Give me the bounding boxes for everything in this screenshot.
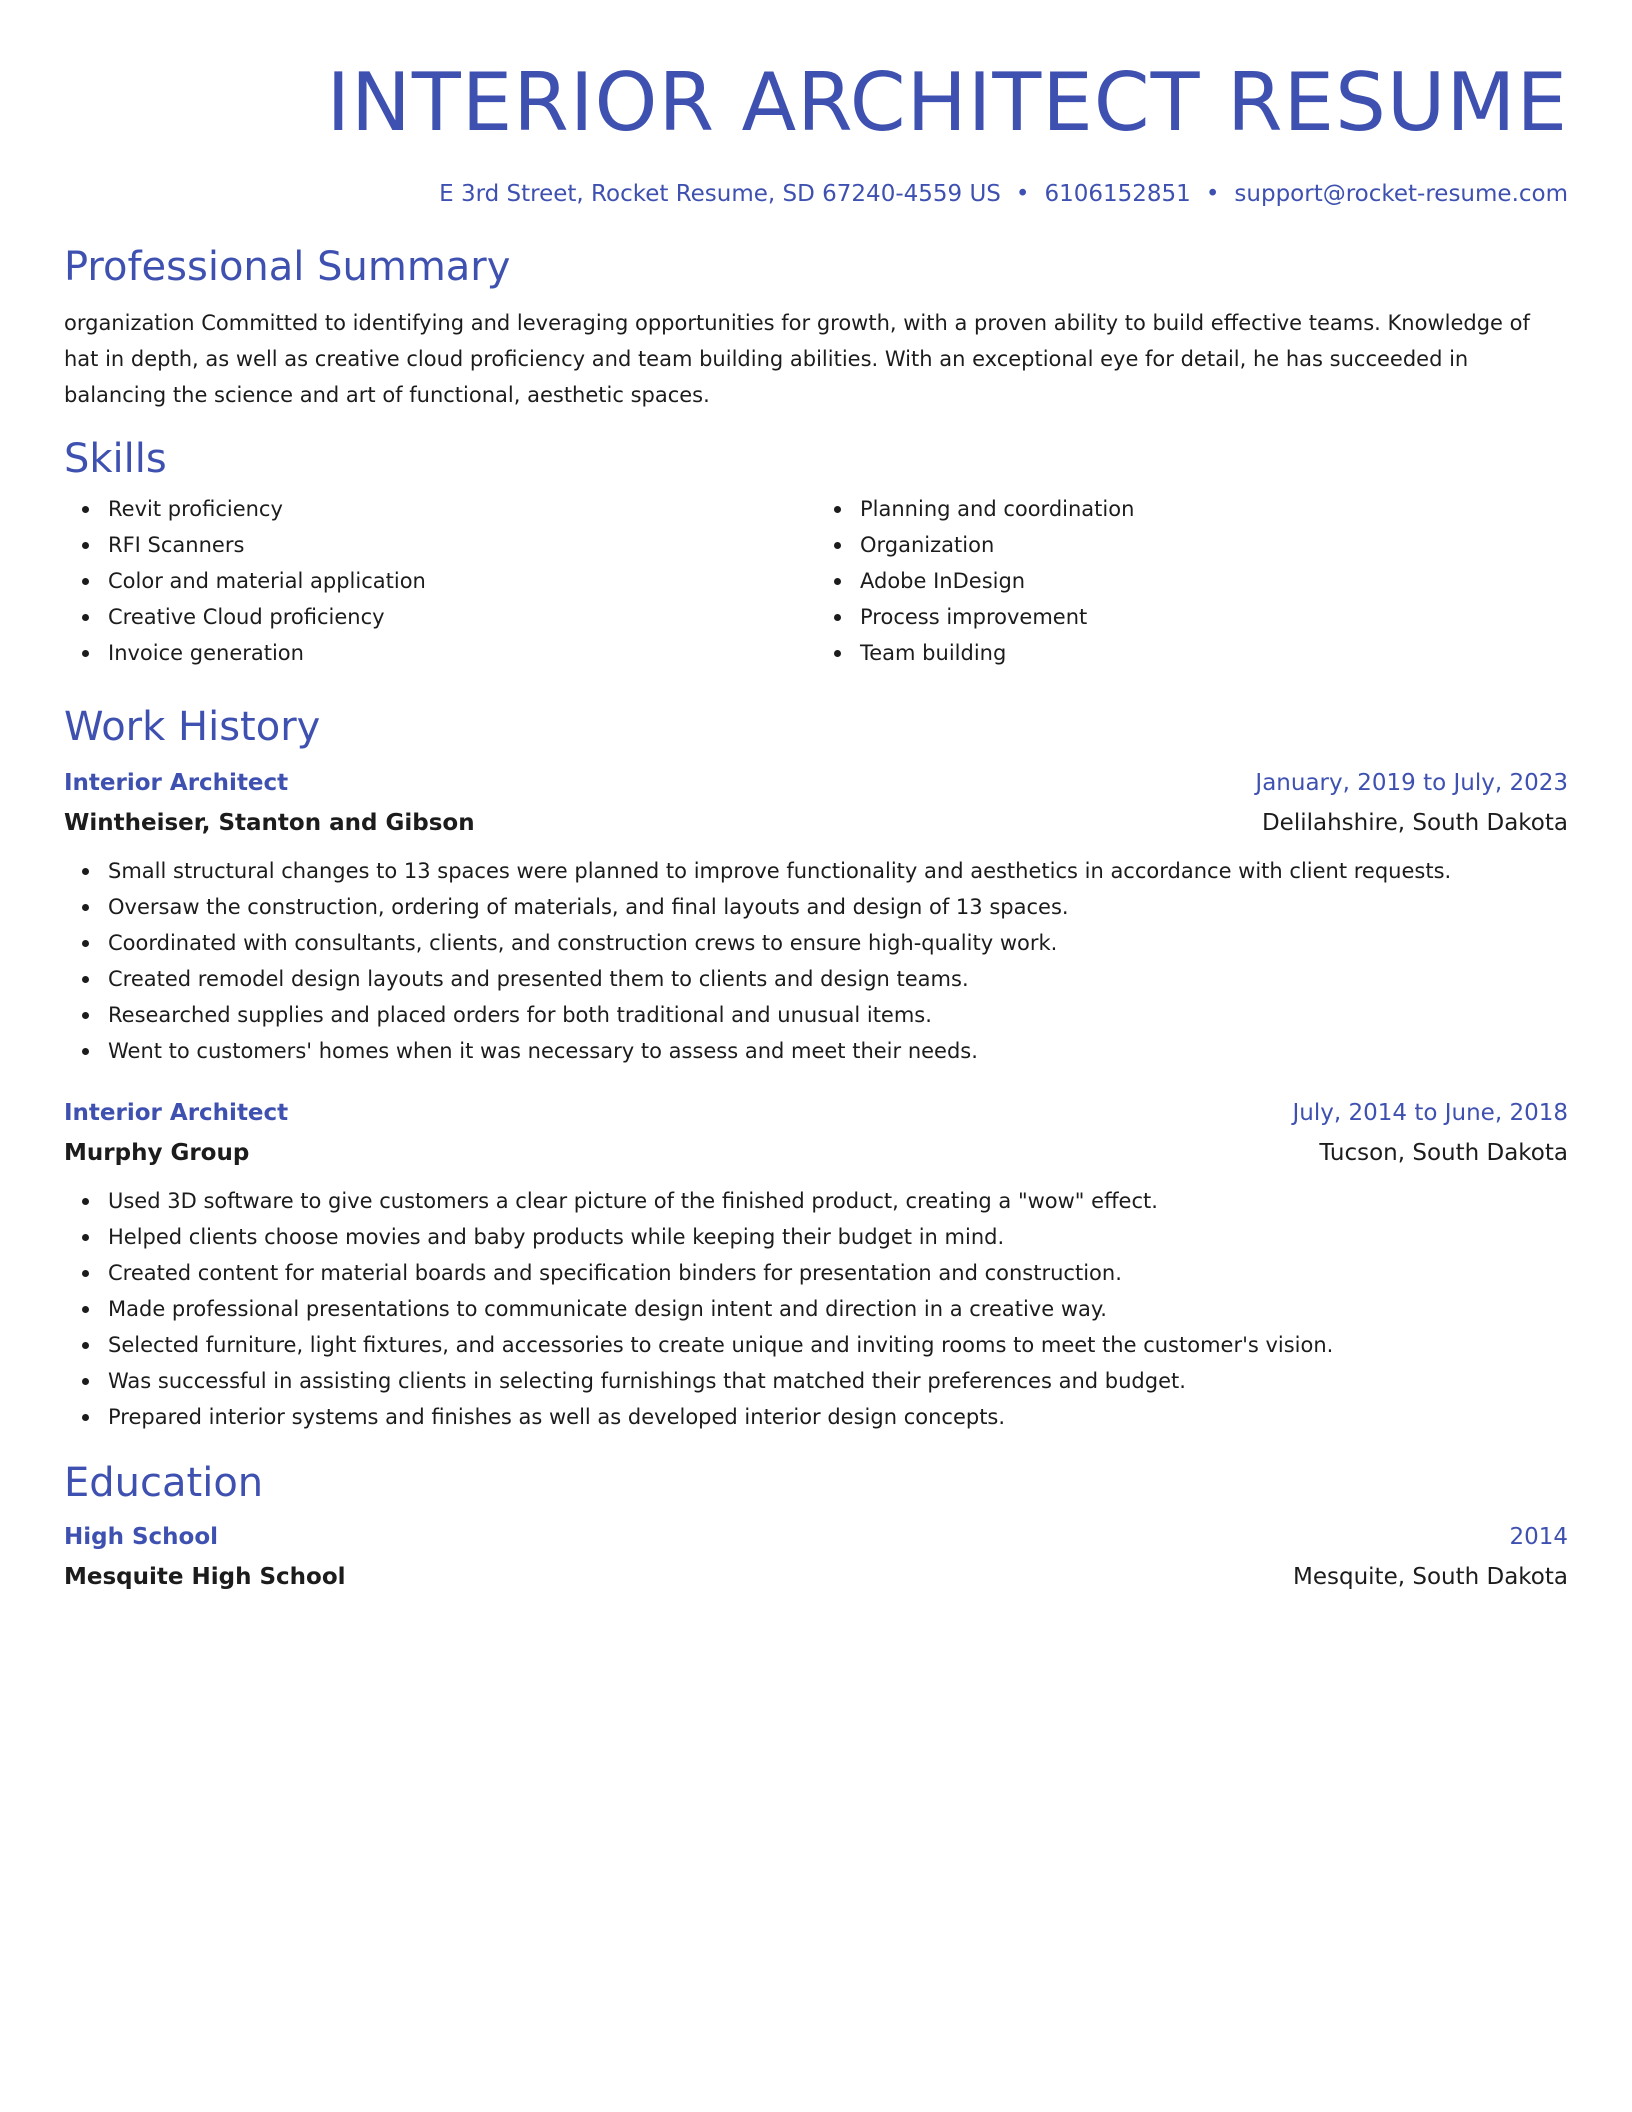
job-role: Interior Architect bbox=[64, 1100, 289, 1126]
resume-title: INTERIOR ARCHITECT RESUME bbox=[326, 56, 1568, 149]
contact-phone: 6106152851 bbox=[1044, 181, 1191, 207]
skill-item: Creative Cloud proficiency bbox=[108, 599, 816, 635]
contact-separator: • bbox=[1015, 181, 1030, 207]
job-title-row bbox=[64, 1093, 1568, 1133]
job-bullets bbox=[64, 853, 1568, 1069]
job-bullet: Small structural changes to 13 spaces were planned to improve functionality and aesthetics in accordance with client requests. bbox=[108, 853, 1568, 889]
job-bullet: Prepared interior systems and finishes as well as developed interior design concepts. bbox=[108, 1399, 1568, 1435]
skill-item: Invoice generation bbox=[108, 635, 816, 671]
contact-line bbox=[64, 179, 1568, 209]
job-dates: July, 2014 to June, 2018 bbox=[1292, 1100, 1568, 1126]
education-location: Mesquite, South Dakota bbox=[1293, 1564, 1568, 1590]
job-bullet: Selected furniture, light fixtures, and accessories to create unique and inviting rooms to meet the customer's vision. bbox=[108, 1327, 1568, 1363]
skills-heading: Skills bbox=[64, 436, 167, 482]
job-company-row bbox=[64, 803, 1568, 843]
education-heading: Education bbox=[64, 1460, 264, 1506]
job-bullet: Was successful in assisting clients in selecting furnishings that matched their preferences and budget. bbox=[108, 1363, 1568, 1399]
job-bullets bbox=[64, 1183, 1568, 1435]
skill-item: Organization bbox=[860, 527, 1568, 563]
job-location: Delilahshire, South Dakota bbox=[1261, 810, 1568, 836]
job-bullet: Made professional presentations to communicate design intent and direction in a creative way. bbox=[108, 1291, 1568, 1327]
education-year: 2014 bbox=[1509, 1524, 1568, 1550]
education-degree-row bbox=[64, 1517, 1568, 1557]
job-bullet: Used 3D software to give customers a clear picture of the finished product, creating a "wow" effect. bbox=[108, 1183, 1568, 1219]
job-bullet: Helped clients choose movies and baby products while keeping their budget in mind. bbox=[108, 1219, 1568, 1255]
work-history-heading: Work History bbox=[64, 704, 321, 750]
job-bullet: Coordinated with consultants, clients, and construction crews to ensure high-quality work. bbox=[108, 925, 1568, 961]
skills-grid bbox=[64, 491, 1568, 671]
skill-item: Revit proficiency bbox=[108, 491, 816, 527]
job-title-row bbox=[64, 763, 1568, 803]
job-bullet: Created remodel design layouts and presented them to clients and design teams. bbox=[108, 961, 1568, 997]
contact-address: E 3rd Street, Rocket Resume, SD 67240-4559 US bbox=[439, 181, 1001, 207]
skill-item: Color and material application bbox=[108, 563, 816, 599]
job-dates: January, 2019 to July, 2023 bbox=[1255, 770, 1568, 796]
education-school: Mesquite High School bbox=[64, 1564, 346, 1590]
job-entry bbox=[64, 1093, 1568, 1435]
job-bullet: Oversaw the construction, ordering of materials, and final layouts and design of 13 spaces. bbox=[108, 889, 1568, 925]
job-company: Wintheiser, Stanton and Gibson bbox=[64, 810, 475, 836]
job-location: Tucson, South Dakota bbox=[1319, 1140, 1568, 1166]
job-bullet: Created content for material boards and specification binders for presentation and construction. bbox=[108, 1255, 1568, 1291]
job-bullet: Researched supplies and placed orders for both traditional and unusual items. bbox=[108, 997, 1568, 1033]
skill-item: Adobe InDesign bbox=[860, 563, 1568, 599]
summary-heading: Professional Summary bbox=[64, 244, 511, 290]
skill-item: RFI Scanners bbox=[108, 527, 816, 563]
education-entry bbox=[64, 1517, 1568, 1597]
job-role: Interior Architect bbox=[64, 770, 289, 796]
skills-list-left bbox=[64, 491, 816, 671]
skill-item: Planning and coordination bbox=[860, 491, 1568, 527]
summary-text: organization Committed to identifying and leveraging opportunities for growth, with a proven ability to build effective teams. Knowledge of hat in depth, as well as creative cloud proficiency and team building abilities. With an exceptional eye for detail, he has succeeded in balancing the science and art of functional, aesthetic spaces. bbox=[64, 311, 1530, 407]
job-company-row bbox=[64, 1133, 1568, 1173]
contact-separator: • bbox=[1205, 181, 1220, 207]
skill-item: Process improvement bbox=[860, 599, 1568, 635]
education-degree: High School bbox=[64, 1524, 219, 1550]
skills-list-right bbox=[816, 491, 1568, 671]
education-school-row bbox=[64, 1557, 1568, 1597]
job-company: Murphy Group bbox=[64, 1140, 250, 1166]
contact-email[interactable]: support@rocket-resume.com bbox=[1234, 181, 1568, 207]
skill-item: Team building bbox=[860, 635, 1568, 671]
job-bullet: Went to customers' homes when it was necessary to assess and meet their needs. bbox=[108, 1033, 1568, 1069]
job-entry bbox=[64, 763, 1568, 1069]
